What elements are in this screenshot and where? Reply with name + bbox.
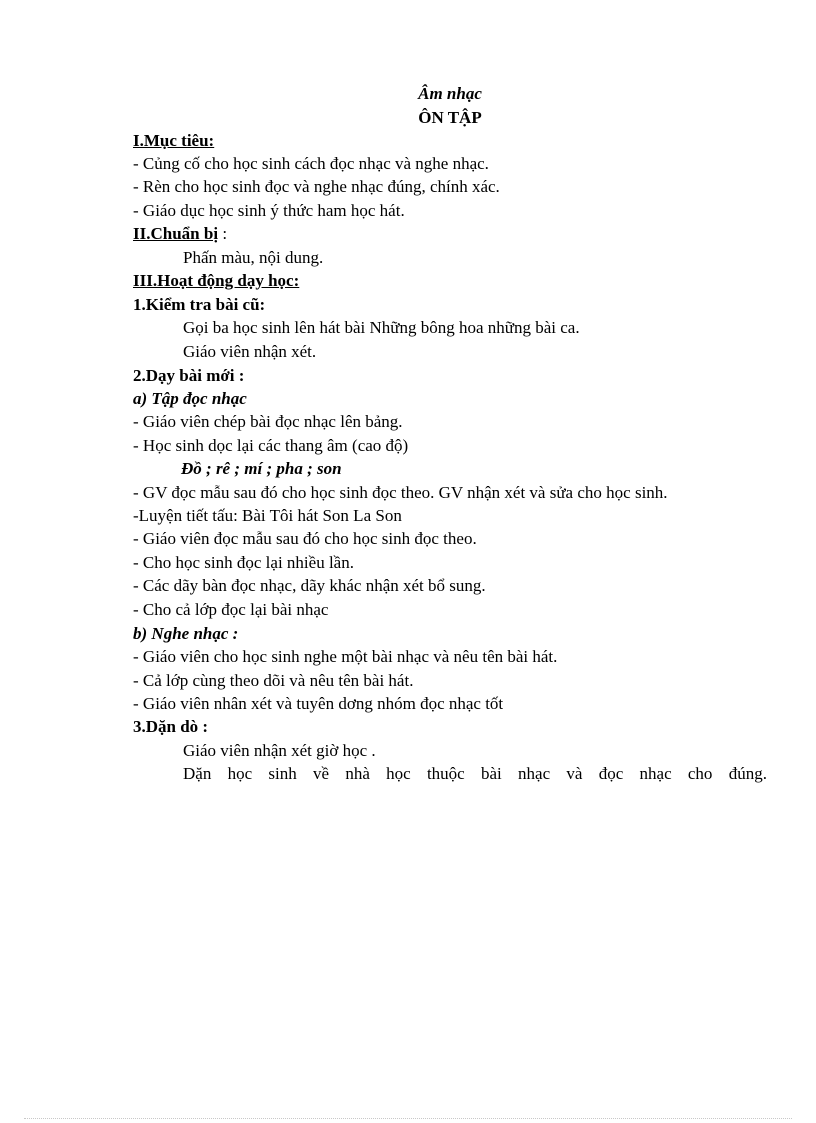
word: và bbox=[566, 764, 583, 783]
preparation-heading-suffix: : bbox=[218, 224, 228, 243]
part2-a-line: - Giáo viên chép bài đọc nhạc lên bảng. bbox=[133, 412, 403, 431]
word: học bbox=[386, 764, 411, 783]
part2-a-line: - Cho học sinh đọc lại nhiều lần. bbox=[133, 553, 354, 572]
word: sinh bbox=[268, 764, 297, 783]
objective-item: - Củng cố cho học sinh cách đọc nhạc và nghe nhạc. bbox=[133, 154, 489, 173]
word: đúng. bbox=[728, 764, 767, 783]
page-bottom-divider bbox=[24, 1118, 792, 1119]
part2-sub-b: b) Nghe nhạc : bbox=[133, 624, 239, 643]
word: đọc bbox=[598, 764, 624, 783]
part1-line: Giáo viên nhận xét. bbox=[183, 342, 317, 361]
part2-a-line: -Luyện tiết tấu: Bài Tôi hát Son La Son bbox=[133, 506, 402, 525]
part3-line: Giáo viên nhận xét giờ học . bbox=[183, 741, 376, 760]
part3-heading: 3.Dặn dò : bbox=[133, 717, 209, 736]
part2-b-line: - Giáo viên cho học sinh nghe một bài nhạc và nêu tên bài hát. bbox=[133, 647, 558, 666]
section-heading-preparation bbox=[133, 222, 227, 245]
section-heading-activities: III.Hoạt động dạy học: bbox=[133, 271, 300, 290]
part2-a-line: - Cho cả lớp đọc lại bài nhạc bbox=[133, 600, 329, 619]
word: về bbox=[313, 764, 330, 783]
part2-a-line: - GV đọc mẫu sau đó cho học sinh đọc theo. GV nhận xét và sửa cho học sinh. bbox=[133, 483, 668, 502]
part2-heading: 2.Dạy bài mới : bbox=[133, 366, 245, 385]
word: bài bbox=[481, 764, 502, 783]
part2-a-line: - Học sinh dọc lại các thang âm (cao độ) bbox=[133, 436, 409, 455]
preparation-heading-text: II.Chuẩn bị bbox=[133, 224, 219, 243]
part2-b-line: - Cả lớp cùng theo dõi và nêu tên bài hát. bbox=[133, 671, 414, 690]
word: thuộc bbox=[426, 764, 465, 783]
part2-b-line: - Giáo viên nhân xét và tuyên dơng nhóm đọc nhạc tốt bbox=[133, 694, 504, 713]
objective-item: - Giáo dục học sinh ý thức ham học hát. bbox=[133, 201, 405, 220]
word: Dặn bbox=[183, 764, 212, 783]
part1-line: Gọi ba học sinh lên hát bài Những bông hoa những bài ca. bbox=[183, 318, 580, 337]
part2-sub-a: a) Tập đọc nhạc bbox=[133, 389, 247, 408]
part2-a-line: - Giáo viên đọc mẫu sau đó cho học sinh đọc theo. bbox=[133, 529, 477, 548]
word: học bbox=[227, 764, 253, 783]
preparation-body: Phấn màu, nội dung. bbox=[183, 248, 324, 267]
word: nhạc bbox=[639, 764, 672, 783]
part2-a-line: - Các dãy bàn đọc nhạc, dãy khác nhận xét bổ sung. bbox=[133, 576, 486, 595]
word: nhà bbox=[345, 764, 370, 783]
section-heading-objectives: I.Mục tiêu: bbox=[133, 131, 215, 150]
part1-heading: 1.Kiểm tra bài cũ: bbox=[133, 295, 266, 314]
music-notes-line: Đồ ; rê ; mí ; pha ; son bbox=[181, 459, 342, 478]
word: nhạc bbox=[518, 764, 551, 783]
objective-item: - Rèn cho học sinh đọc và nghe nhạc đúng, chính xác. bbox=[133, 177, 500, 196]
page-title: ÔN TẬP bbox=[418, 108, 482, 127]
subject-title: Âm nhạc bbox=[418, 84, 482, 103]
part3-justified-line bbox=[183, 762, 767, 785]
word: cho bbox=[687, 764, 713, 783]
